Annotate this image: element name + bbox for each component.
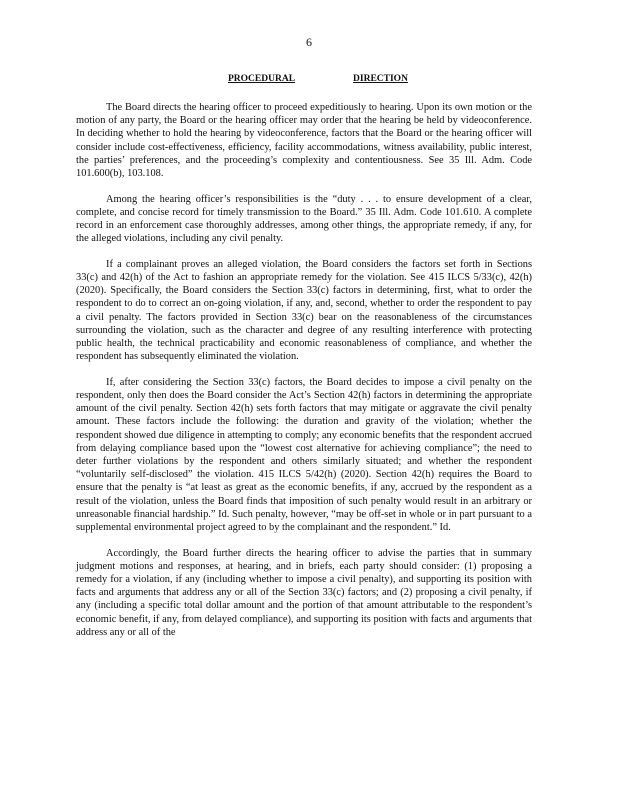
- paragraph-section-33c: If a complainant proves an alleged violation, the Board considers the factors set forth in Sections 33(c) and 42(h) of the Act to fashion an appropriate remedy for the violation. See 415 ILCS 5/33(c), 42(h) (2020). Specifically, the Board considers the Section 33(c) factors in determining, first, what to order the respondent to do to correct an on-going violation, if any, and, second, whether to order the respondent to pay a civil penalty. The factors provided in Section 33(c) bear on the reasonableness of the circumstances surrounding the violation, such as the character and degree of any resulting interference with protecting public health, the technical practicability and economic reasonableness of compliance, and whether the respondent has subsequently eliminated the violation.: [76, 258, 532, 363]
- paragraph-hearing-officer-duties: Among the hearing officer’s responsibilities is the “duty . . . to ensure development of a clear, complete, and concise record for timely transmission to the Board.” 35 Ill. Adm. Code 101.610. A complete record in an enforcement case thoroughly addresses, among other things, the appropriate remedy, if any, for the alleged violations, including any civil penalty.: [76, 193, 532, 245]
- paragraph-videoconference: The Board directs the hearing officer to proceed expeditiously to hearing. Upon its own motion or the motion of any party, the Board or the hearing officer may order that the hearing be held by videoconference. In deciding whether to hold the hearing by videoconference, factors that the Board or the hearing officer will consider include cost-effectiveness, efficiency, facility accommodations, witness availability, public interest, the parties’ preferences, and the proceeding’s complexity and contentiousness. See 35 Ill. Adm. Code 101.600(b), 103.108.: [76, 102, 532, 180]
- paragraph-section-42h: If, after considering the Section 33(c) factors, the Board decides to impose a civil penalty on the respondent, only then does the Board consider the Act’s Section 42(h) factors in determining the appropriate amount of the civil penalty. Section 42(h) sets forth factors that may mitigate or aggravate the civil penalty amount. These factors include the following: the duration and gravity of the violation; whether the respondent showed due diligence in attempting to comply; any economic benefits that the respondent accrued from delaying compliance based upon the “lowest cost alternative for achieving compliance”; the need to deter further violations by the respondent and others similarly situated; and whether the respondent “voluntarily self-disclosed” the violation. 415 ILCS 5/42(h) (2020). Section 42(h) requires the Board to ensure that the penalty is “at least as great as the economic benefits, if any, accrued by the respondent as a result of the violation, unless the Board finds that imposition of such penalty would result in an arbitrary or unreasonable financial hardship.” Id. Such penalty, however, “may be off-set in whole or in part pursuant to a supplemental environmental project agreed to by the complainant and the respondent.” Id.: [76, 376, 532, 534]
- section-heading: [228, 74, 408, 84]
- page-number: 6: [306, 35, 312, 49]
- paragraph-remedy-proposal: Accordingly, the Board further directs the hearing officer to advise the parties that in summary judgment motions and responses, at hearing, and in briefs, each party should consider: (1) proposing a remedy for a violation, if any (including whether to impose a civil penalty), and supporting its position with facts and arguments that address any or all of the Section 33(c) factors; and (2) proposing a civil penalty, if any (including a specific total dollar amount and the portion of that amount attributable to the respondent’s economic benefit, if any, from delayed compliance), and supporting its position with facts and arguments that address any or all of the: [76, 547, 532, 638]
- body-text: [76, 101, 532, 651]
- section-heading-word-2: DIRECTION: [353, 74, 408, 84]
- section-heading-word-1: PROCEDURAL: [228, 74, 296, 84]
